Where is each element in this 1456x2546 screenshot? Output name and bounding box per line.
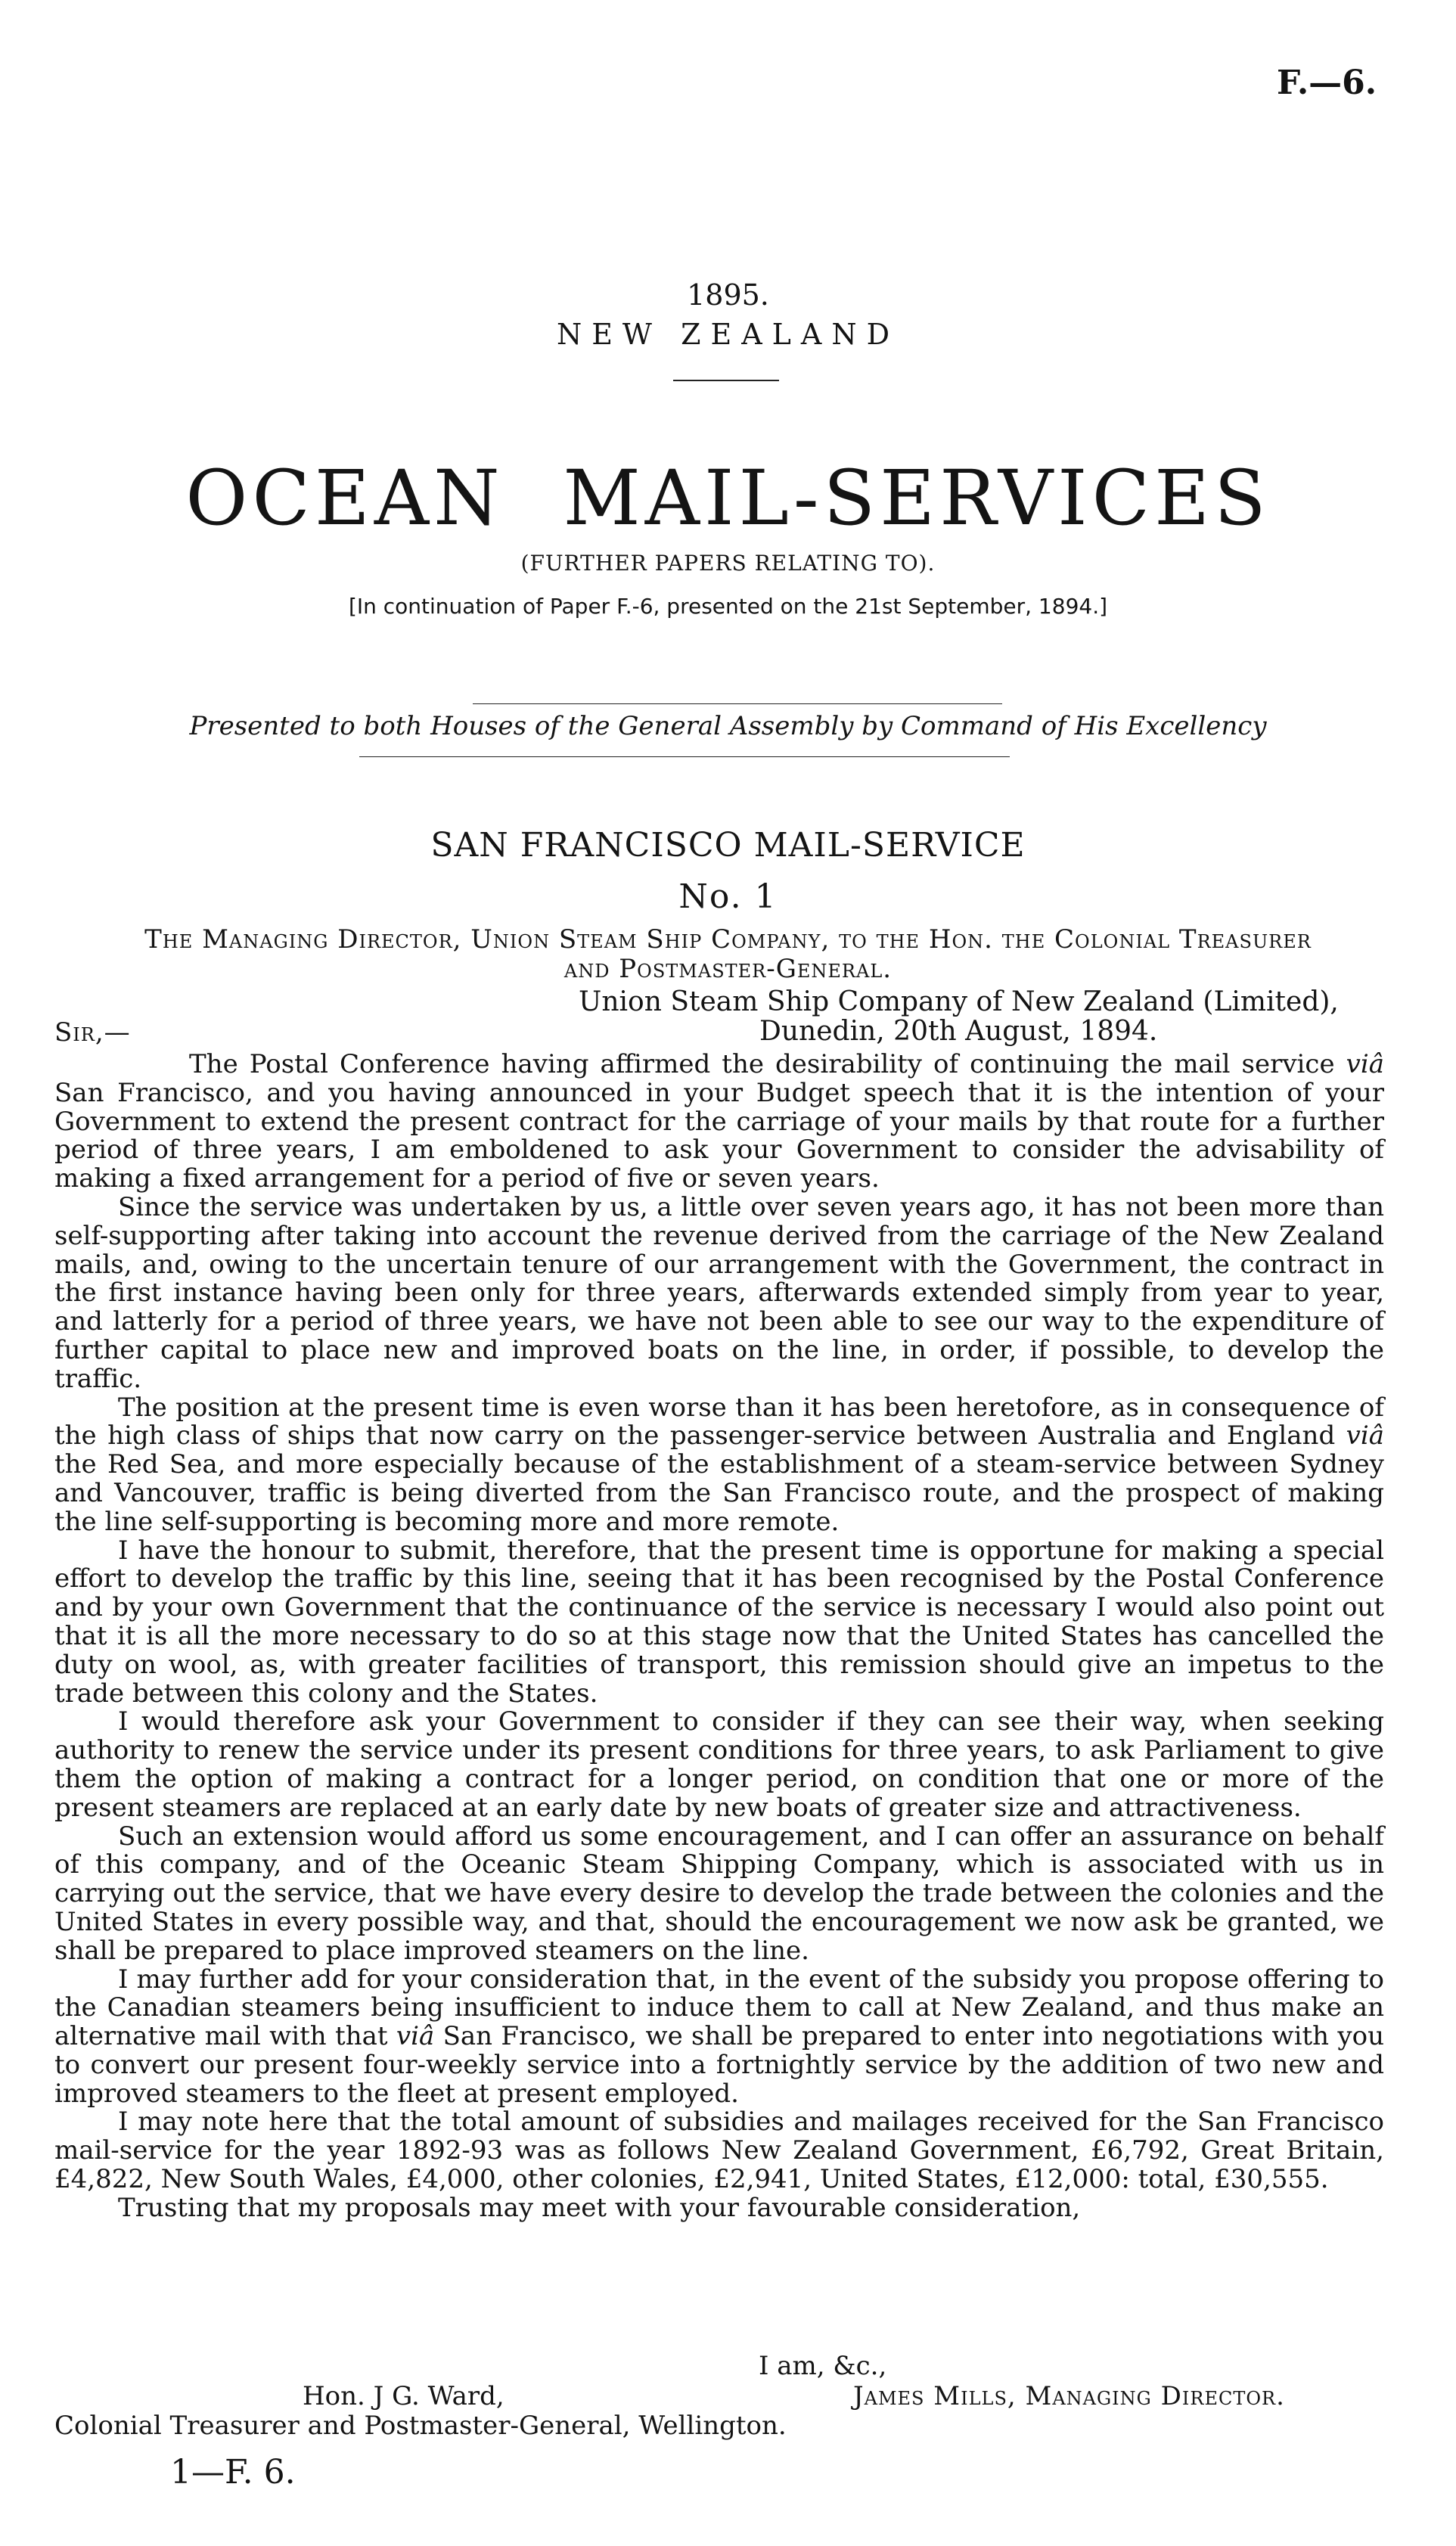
paragraph-8: I may note here that the total amount of subsidies and mailages received for the San Francisco mail-service for the year 1892-93 was as follows New Zealand Government, £6,792, Great Britain, £4,822, New South Wales, £4,000, other colonies, £2,941, United States, £12,000: total, £30,555.	[54, 2107, 1384, 2195]
via-word: viâ	[396, 2021, 435, 2052]
section-heading: SAN FRANCISCO MAIL-SERVICE	[430, 826, 1026, 865]
via-word: viâ	[1346, 1420, 1384, 1452]
continuation-note: [In continuation of Paper F.-6, presented on the 21st September, 1894.]	[348, 594, 1108, 619]
document-subtitle: (FURTHER PAPERS RELATING TO).	[520, 551, 936, 576]
paragraph-7: I may further add for your consideration that, in the event of the subsidy you propose offering to the Canadian steamers being insufficient to induce them to call at New Zealand, and thus make an alternative mail with that viâ San Francisco, we shall be prepared to enter into negotiations with you to convert our present four-weekly service into a fortnightly service by the addition of two new and improved steamers to the fleet at present employed.	[54, 1964, 1384, 2109]
paragraph-3: The position at the present time is even worse than it has been heretofore, as in consequence of the high class of ships that now carry on the passenger-service between Australia and England viâ the Red Sea, and more especially because of the establishment of a steam-service between Sydney and Vancouver, traffic is being diverted from the San Francisco route, and the prospect of making the line self-supporting is becoming more and more remote.	[54, 1392, 1384, 1537]
paragraph-5: I would therefore ask your Government to consider if they can see their way, when seeking authority to renew the service under its present conditions for three years, to ask Parliament to give them the option of making a contract for a longer period, on condition that one or more of the present steamers are replaced at an early date by new boats of greater size and attractiveness.	[54, 1706, 1384, 1823]
closing: I am, &c.,	[759, 2351, 887, 2381]
country: NEW ZEALAND	[556, 318, 900, 351]
section-number: No. 1	[678, 877, 778, 916]
paragraph-2: Since the service was undertaken by us, a little over seven years ago, it has not been more than self-supporting after taking into account the revenue derived from the carriage of the New Zealand mails, and, owing to the uncertain tenure of our arrangement with the Government, the contract in the first instance having been only for three years, afterwards extended simply from year to year, and latterly for a period of three years, we have not been able to see our way to the expenditure of further capital to place new and improved boats on the line, in order, if possible, to develop the traffic.	[54, 1191, 1384, 1394]
via-word: viâ	[1346, 1049, 1384, 1079]
presented-rule-bottom	[359, 756, 1010, 757]
document-title: OCEAN MAIL-SERVICES	[185, 454, 1271, 542]
header-divider	[673, 380, 779, 381]
addressee-title: Colonial Treasurer and Postmaster-General, Wellington.	[54, 2411, 787, 2441]
paragraph-4: I have the honour to submit, therefore, that the present time is opportune for making a special effort to develop the traffic by this line, seeing that it has been recognised by the Postal Conference and by your own Government that the continuance of the service is necessary I would also point out that it is all the more necessary to do so at this stage now that the United States has cancelled the duty on wool, as, with greater facilities of transport, this remission should give an impetus to the trade between this colony and the States.	[54, 1535, 1384, 1709]
addressee-name: Hon. J G. Ward,	[303, 2381, 504, 2411]
year: 1895.	[687, 278, 769, 312]
page-mark: 1—F. 6.	[170, 2453, 296, 2492]
sender-address-line-1: Union Steam Ship Company of New Zealand (Limited),	[579, 986, 1339, 1017]
from-to-line-2: and Postmaster-General.	[563, 954, 893, 984]
paragraph-6: Such an extension would afford us some encouragement, and I can offer an assurance on behalf of this company, and of the Oceanic Steam Shipping Company, which is associated with us in carrying out the service, that we have every desire to develop the trade between the colonies and the United States in every possible way, and that, should the encouragement we now ask be granted, we shall be prepared to place improved steamers on the line.	[54, 1821, 1384, 1966]
letter-body	[54, 1051, 1384, 2223]
document-reference: F.—6.	[1277, 64, 1377, 102]
paragraph-1: The Postal Conference having affirmed the desirability of continuing the mail service viâ San Francisco, and you having announced in your Budget speech that it is the intention of your Government to extend the present contract for the carriage of your mails by that route for a further period of three years, I am emboldened to ask your Government to consider the advisability of making a fixed arrangement for a period of five or seven years.	[54, 1049, 1384, 1194]
presented-rule-top	[473, 703, 1002, 704]
paragraph-9: Trusting that my proposals may meet with your favourable consideration,	[118, 2192, 1081, 2223]
signature: James Mills, Managing Director.	[853, 2381, 1285, 2411]
presented-line: Presented to both Houses of the General Assembly by Command of His Excellency	[189, 711, 1267, 741]
sender-address-line-2: Dunedin, 20th August, 1894.	[759, 1016, 1158, 1047]
salutation: Sir,—	[54, 1017, 131, 1048]
from-to-line-1: The Managing Director, Union Steam Ship Company, to the Hon. the Colonial Treasurer	[144, 924, 1312, 955]
